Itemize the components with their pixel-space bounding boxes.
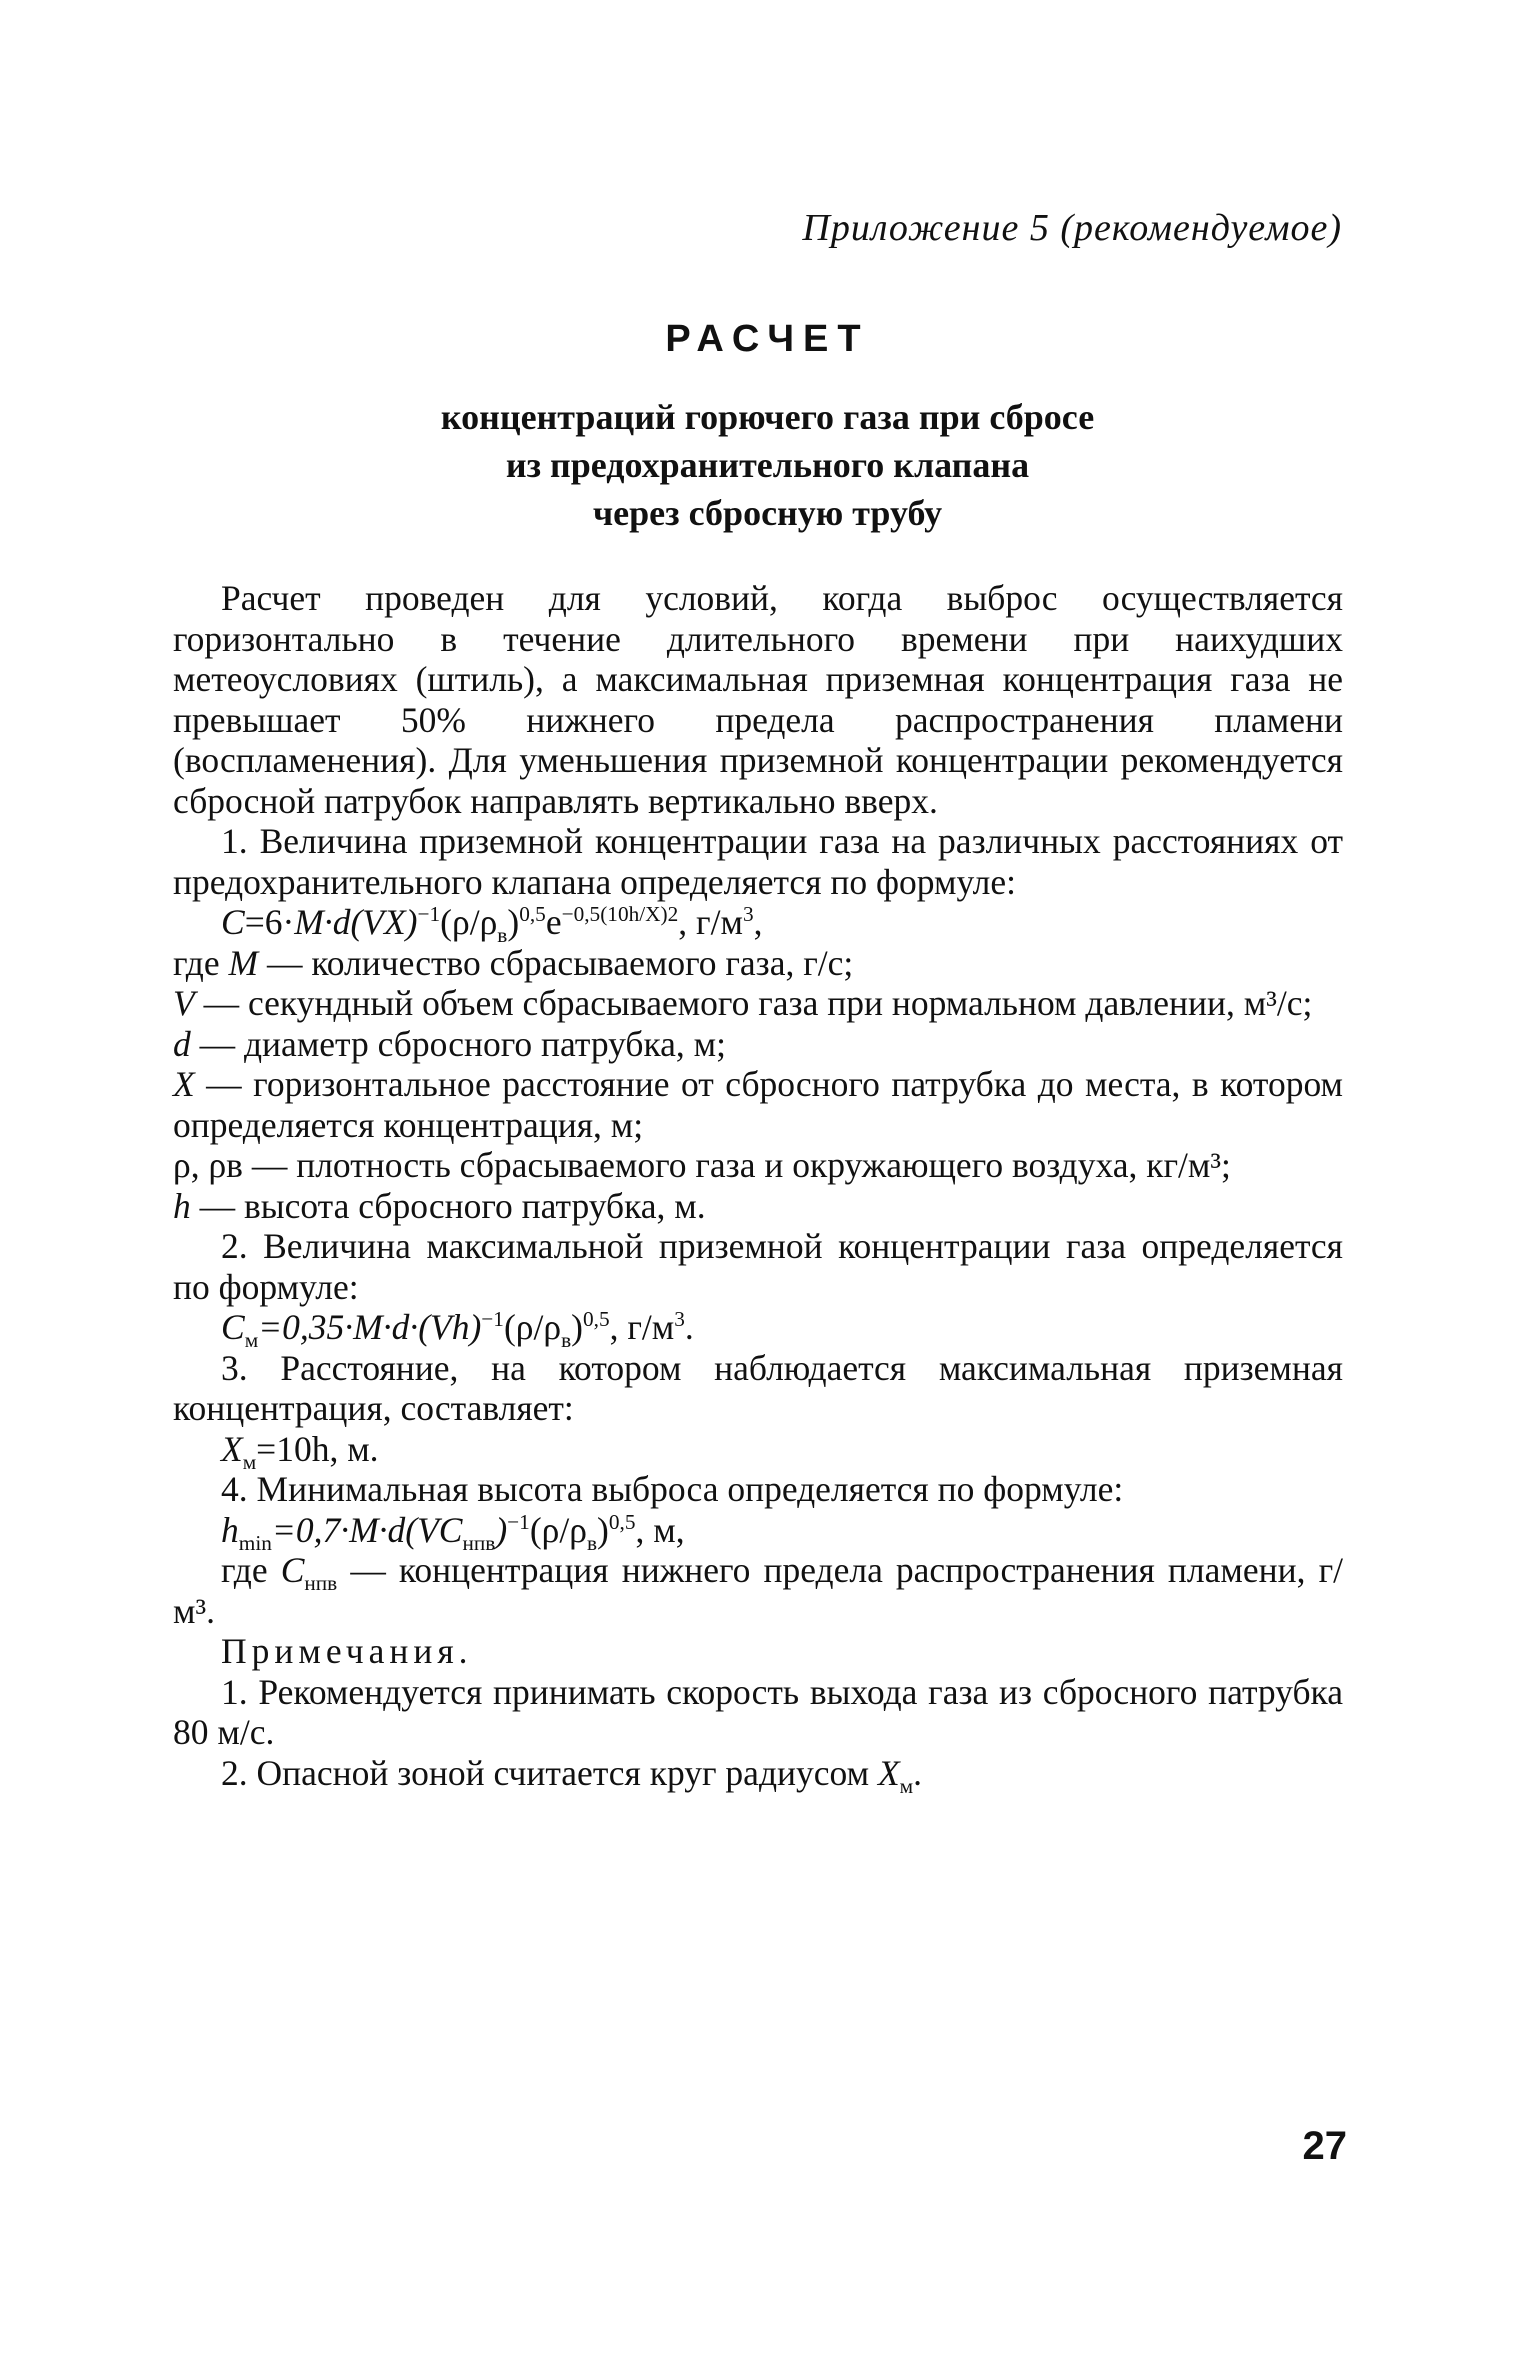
item-1-text: 1. Величина приземной концентрации газа на различных расстояниях от предохранительного клапана определяется по формуле: — [173, 821, 1343, 902]
item-4-text: 4. Минимальная высота выброса определяется по формуле: — [221, 1469, 1124, 1509]
subtitle-line: концентраций горючего газа при сбросе — [440, 397, 1095, 437]
document-body — [173, 578, 1343, 1798]
notes-heading: Примечания. — [221, 1631, 473, 1671]
page-number: 27 — [1302, 2124, 1347, 2168]
document-title: РАСЧЕТ — [665, 318, 870, 360]
formula-distance: $X_м=10h$, м. — [221, 1428, 379, 1474]
where-cnpv: где $C_{нпв}$ — концентрация нижнего предела распространения пламени, г/м³. — [173, 1550, 1343, 1631]
item-3-text: 3. Расстояние, на котором наблюдается максимальная приземная концентрация, составляет: — [173, 1347, 1343, 1428]
note-item: 1. Рекомендуется принимать скорость выхода газа из сбросного патрубка 80 м/с. — [173, 1671, 1343, 1752]
where-rho: ρ, ρв — плотность сбрасываемого газа и окружающего воздуха, кг/м³; — [173, 1145, 1231, 1185]
formula-max-concentration: $C_м=0,35\cdot M\cdot d\cdot(Vh)^{-1}(\rho/\rho_в)^{0,5}$, $г/м^3$. — [221, 1307, 694, 1353]
subtitle-line: через сбросную трубу — [592, 493, 943, 533]
appendix-label: Приложение 5 (рекомендуемое) — [802, 207, 1342, 249]
intro-paragraph: Расчет проведен для условий, когда выброс осуществляется горизонтально в течение длительного времени при наихудших метеоусловиях (штиль), а максимальная приземная концентрация газа не превышает 50% нижнего предела распространения пламени (воспламенения). Для уменьшения приземной концентрации рекомендуется сбросной патрубок направлять вертикально вверх. — [173, 578, 1343, 821]
item-2-text: 2. Величина максимальной приземной концентрации газа определяется по формуле: — [173, 1226, 1343, 1307]
formula-concentration: $C=6\cdot M\cdot d(VX)^{-1}(\rho/\rho_в)^{0,5}e^{-0,5(10h/X)2}$, $г/м^3$, — [221, 902, 763, 948]
where-v: V — секундный объем сбрасываемого газа при нормальном давлении, м³/с; — [173, 983, 1313, 1023]
document-subtitle — [0, 393, 1535, 537]
note-item: 2. Опасной зоной считается круг радиусом $X_м$. — [221, 1752, 922, 1798]
where-d: d — диаметр сбросного патрубка, м; — [173, 1023, 727, 1064]
where-h: h — высота сбросного патрубка, м. — [173, 1185, 706, 1226]
formula-min-height: $h_{min}=0,7\cdot M\cdot d(VC_{нпв})^{-1}(\rho/\rho_в)^{0,5}$, м, — [221, 1509, 685, 1555]
subtitle-line: из предохранительного клапана — [505, 445, 1030, 485]
where-x: X — горизонтальное расстояние от сбросного патрубка до места, в котором определяется концентрация, м; — [173, 1064, 1343, 1145]
where-m: где M — количество сбрасываемого газа, г/с; — [173, 942, 854, 983]
